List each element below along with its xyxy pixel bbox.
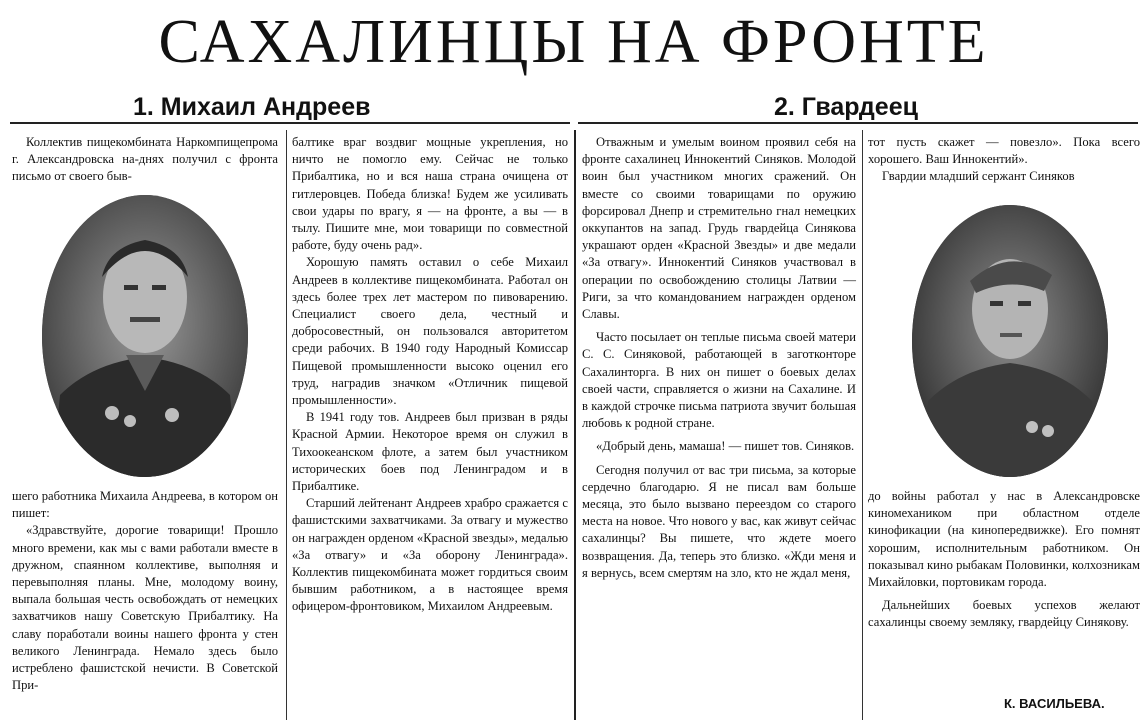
paragraph: Дальнейших боевых успехов желают сахалинцы своему земляку, гвардейцу Синякову. (868, 598, 1140, 630)
paragraph: Отважным и умелым воином проявил себя на фронте сахалинец Иннокентий Синяков. Молодой воин был участником многих сражений. Он вместе со своими товарищами по оружию форсировал Днепр и стремительно гнал немецких оккупантов на запад. Грудь гвардейца Синякова украшают орден «Красной Звезды» и две медали «За отвагу». Иннокентий Синяков участвовал в операции по освобождению столицы Латвии — Риги, за что командованием награжден орденом Славы. (582, 135, 856, 322)
paragraph: «Добрый день, мамаша! — пишет тов. Синяков. (596, 439, 855, 454)
right-title-rule (578, 122, 1138, 124)
column-rule (862, 130, 863, 720)
paragraph: Сегодня получил от вас три письма, за которые сердечно благодарю. Я не писал вам больше месяца, это было вызвано переездом со старого места на новое. Что нового у вас, как живут сейчас сахалинцы? Вы пишете, что ждете моего возвращения. Да, теперь это близко. «Жди меня и я вернусь, всем смертям на зло, кто не ждал меня, (582, 462, 857, 580)
portrait-andreev-photo (42, 195, 248, 477)
portrait-sinyakov-photo (912, 205, 1108, 477)
paragraph: Гвардии младший сержант Синяков (882, 169, 1075, 184)
paragraph: до войны работал у нас в Александровске киномехаником при областном отделе кинофикации (на кинопередвижке). Его помнят хорошим, исполнительным работником. Он показывал кино рыбакам Половинки, колхозникам Михайловки, портовикам города. (868, 489, 1140, 590)
paragraph: балтике враг воздвиг мощные укрепления, но ничто не помогло ему. Сейчас не только Прибалтика, но и вся наша страна очищена от гитлеровцев. Победа близка! Будем же усиливать свои удары по врагу, я — на фронте, а вы — в тылу. Пишите мне, мои товарищи по совместной работе, буду очень рад». (292, 135, 568, 253)
headline: САХАЛИНЦЫ НА ФРОНТЕ (158, 8, 989, 76)
author-signature: К. ВАСИЛЬЕВА. (1004, 696, 1105, 711)
left-col2 (292, 134, 568, 616)
paragraph: В 1941 году тов. Андреев был призван в ряды Красной Армии. Некоторое время он служил в Тихоокеанском флоте, а затем был участником исторических боев под Ленинградом и в Прибалтике. (292, 410, 568, 494)
right-col3 (582, 134, 856, 582)
paragraph: Коллектив пищекомбината Наркомпищепрома г. Александровска на-днях получил с фронта письмо от своего быв- (12, 135, 278, 184)
right-article-title: 2. Гвардеец (774, 93, 918, 121)
paragraph: Хорошую память оставил о себе Михаил Андреев в коллективе пищекомбината. Работал он здесь более трех лет мастером по пивоварению. Специалист своего дела, честный и добросовестный, он пользовался авторитетом среди рабочих. В 1940 году Народный Комиссар Пищевой промышленности высоко оценил его труд, наградив значком «Отличник пищевой промышленности». (292, 255, 568, 408)
paragraph: Старший лейтенант Андреев храбро сражается с фашистскими захватчиками. За отвагу и мужество он награжден орденом «Красной звезды», медалью «За отвагу» и «За оборону Ленинграда». Коллектив пищекомбината может гордиться своим бывшим работником, а в настоящее время офицером-фронтовиком, Михаилом Андреевым. (292, 496, 568, 614)
right-col4-top (868, 134, 1140, 186)
paragraph: «Здравствуйте, дорогие товарищи! Прошло много времени, как мы с вами работали вместе в дружном, спаянном коллективе, выполняя и перевыполняя планы. Мне, молодому воину, выпала большая честь освобождать от немецких захватчиков нашу Советскую Прибалтику. На славу поработали воины нашего фронта у стен великого Ленинграда. Немало здесь было истреблено фашистской нечисти. В Советской При- (12, 523, 278, 693)
portrait-sinyakov-icon (912, 205, 1108, 477)
left-col1-bottom (12, 488, 278, 694)
paragraph: Часто посылает он теплые письма своей матери С. С. Синяковой, работающей в заготконторе Сахалинторга. В них он пишет о боевых делах своей части, справляется о жизни на Сахалине. И в каждой строчке письма патриота звучит большая любовь к родной стране. (582, 330, 856, 431)
left-col1-top (12, 134, 278, 186)
column-rule (286, 130, 287, 720)
portrait-andreev-icon (42, 195, 248, 477)
article-divider (574, 130, 576, 720)
right-col4-bottom (868, 488, 1140, 632)
left-title-rule (10, 122, 570, 124)
left-article-title: 1. Михаил Андреев (133, 93, 371, 121)
paragraph: тот пусть скажет — повезло». Пока всего хорошего. Ваш Иннокентий». (868, 135, 1140, 167)
paragraph: шего работника Михаила Андреева, в котором он пишет: (12, 489, 278, 521)
